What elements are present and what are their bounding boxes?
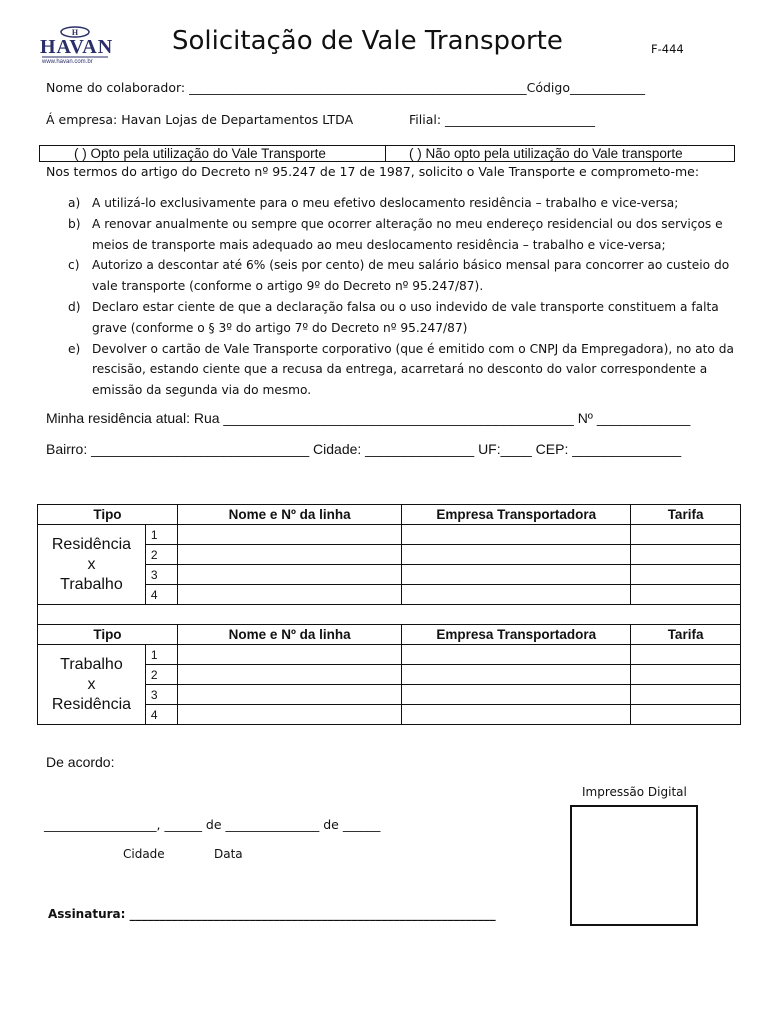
- row-number: 2: [145, 665, 177, 685]
- signature-field[interactable]: Assinatura: _____________________________________________________________: [48, 907, 496, 921]
- linha-cell[interactable]: [177, 525, 402, 545]
- header-tipo: Tipo: [38, 505, 178, 525]
- clause-marker: d): [68, 299, 81, 314]
- cidade-label: Cidade: [123, 847, 165, 861]
- linha-cell[interactable]: [177, 545, 402, 565]
- route-to: Trabalho: [60, 575, 123, 593]
- empresa-cell[interactable]: [402, 645, 631, 665]
- filial-field[interactable]: Filial: ________________________: [409, 112, 596, 127]
- clause-marker: e): [68, 341, 81, 356]
- intro-text: Nos termos do artigo do Decreto nº 95.247 de 17 de 1987, solicito o Vale Transporte e comprometo-me:: [46, 164, 700, 179]
- tarifa-cell[interactable]: [631, 665, 741, 685]
- tarifa-cell[interactable]: [631, 545, 741, 565]
- fingerprint-box[interactable]: [570, 805, 698, 926]
- transport-option-box: [39, 145, 735, 162]
- row-number: 1: [145, 525, 177, 545]
- header-tarifa: Tarifa: [631, 625, 741, 645]
- colaborador-field[interactable]: Nome do colaborador: ______________________________________________________Código____________: [46, 80, 645, 95]
- route-label: [38, 645, 146, 725]
- clause-d: [46, 297, 746, 339]
- date-line-field[interactable]: __________________, ______ de _______________ de ______: [44, 817, 381, 832]
- header-tipo: Tipo: [38, 625, 178, 645]
- clause-text: Autorizo a descontar até 6% (seis por cento) de meu salário básico mensal para concorrer ao custeio do vale transporte (conforme o artigo 9º do Decreto nº 95.247/87).: [92, 258, 730, 294]
- header-linha: Nome e Nº da linha: [177, 505, 402, 525]
- divider: [385, 146, 386, 161]
- row-number: 3: [145, 565, 177, 585]
- logo-url: www.havan.com.br: [42, 59, 93, 65]
- row-number: 4: [145, 585, 177, 605]
- svg-text:H: H: [71, 28, 79, 37]
- empresa-cell[interactable]: [402, 665, 631, 685]
- opt-out-checkbox[interactable]: ( ) Não opto pela utilização do Vale transporte: [409, 146, 683, 161]
- route-from: Residência: [51, 535, 132, 553]
- bairro-cidade-field[interactable]: Bairro: ____________________________ Cidade: ______________ UF:____ CEP: ______________: [46, 441, 682, 457]
- route-label: [38, 525, 146, 605]
- clause-text: Declaro estar ciente de que a declaração falsa ou o uso indevido de vale transporte constituem a falta grave (conforme o § 3º do artigo 7º do Decreto nº 95.247/87): [92, 299, 719, 335]
- havan-logo: [40, 26, 114, 66]
- clause-e: [46, 339, 746, 401]
- clause-c: [46, 255, 746, 297]
- linha-cell[interactable]: [177, 645, 402, 665]
- agreement-label: De acordo:: [46, 754, 115, 770]
- row-number: 2: [145, 545, 177, 565]
- header-empresa: Empresa Transportadora: [402, 505, 631, 525]
- linha-cell[interactable]: [177, 705, 402, 725]
- header-linha: Nome e Nº da linha: [177, 625, 402, 645]
- tarifa-cell[interactable]: [631, 585, 741, 605]
- empresa-label: Á empresa: Havan Lojas de Departamentos LTDA: [46, 112, 354, 127]
- linha-cell[interactable]: [177, 565, 402, 585]
- clause-text: Devolver o cartão de Vale Transporte corporativo (que é emitido com o CNPJ da Empregadora), no ato da rescisão, estando ciente que a recusa da entrega, acarretará no desconto do valor correspondente a emissão da segunda via do mesmo.: [92, 341, 734, 398]
- spacer-row: [38, 605, 741, 625]
- empresa-cell[interactable]: [402, 545, 631, 565]
- empresa-cell[interactable]: [402, 585, 631, 605]
- route-to: Residência: [51, 695, 132, 713]
- row-number: 4: [145, 705, 177, 725]
- row-number: 3: [145, 685, 177, 705]
- data-label: Data: [214, 847, 243, 861]
- tarifa-cell[interactable]: [631, 685, 741, 705]
- empresa-cell[interactable]: [402, 525, 631, 545]
- clause-marker: a): [68, 196, 81, 210]
- form-code: F-444: [651, 42, 684, 56]
- empresa-cell[interactable]: [402, 565, 631, 585]
- empresa-cell[interactable]: [402, 685, 631, 705]
- linha-cell[interactable]: [177, 585, 402, 605]
- page-title: Solicitação de Vale Transporte: [172, 26, 563, 56]
- fingerprint-label: Impressão Digital: [582, 785, 687, 799]
- tarifa-cell[interactable]: [631, 565, 741, 585]
- clause-marker: c): [68, 258, 80, 273]
- route-sep: x: [87, 555, 96, 573]
- header-empresa: Empresa Transportadora: [402, 625, 631, 645]
- residencia-field[interactable]: Minha residência atual: Rua _____________________________________________ Nº ____________: [46, 410, 691, 426]
- opt-in-checkbox[interactable]: ( ) Opto pela utilização do Vale Transporte: [74, 146, 326, 161]
- linha-cell[interactable]: [177, 665, 402, 685]
- empresa-cell[interactable]: [402, 705, 631, 725]
- route-sep: x: [87, 675, 96, 693]
- tarifa-cell[interactable]: [631, 645, 741, 665]
- clause-a: [46, 193, 746, 214]
- linha-cell[interactable]: [177, 685, 402, 705]
- route-from: Trabalho: [60, 655, 123, 673]
- clause-text: A renovar anualmente ou sempre que ocorrer alteração no meu endereço residencial ou dos serviços e meios de transporte mais adequado ao meu deslocamento residência – trabalho e vice-versa;: [92, 216, 723, 252]
- header-tarifa: Tarifa: [631, 505, 741, 525]
- tarifa-cell[interactable]: [631, 525, 741, 545]
- tarifa-cell[interactable]: [631, 705, 741, 725]
- clause-marker: b): [68, 216, 81, 231]
- row-number: 1: [145, 645, 177, 665]
- logo-text: HAVAN: [40, 36, 114, 58]
- route-table-residencia-trabalho: [37, 504, 741, 725]
- clause-text: A utilizá-lo exclusivamente para o meu efetivo deslocamento residência – trabalho e vice-versa;: [92, 196, 679, 210]
- clause-b: [46, 214, 746, 256]
- clauses-list: [46, 193, 746, 401]
